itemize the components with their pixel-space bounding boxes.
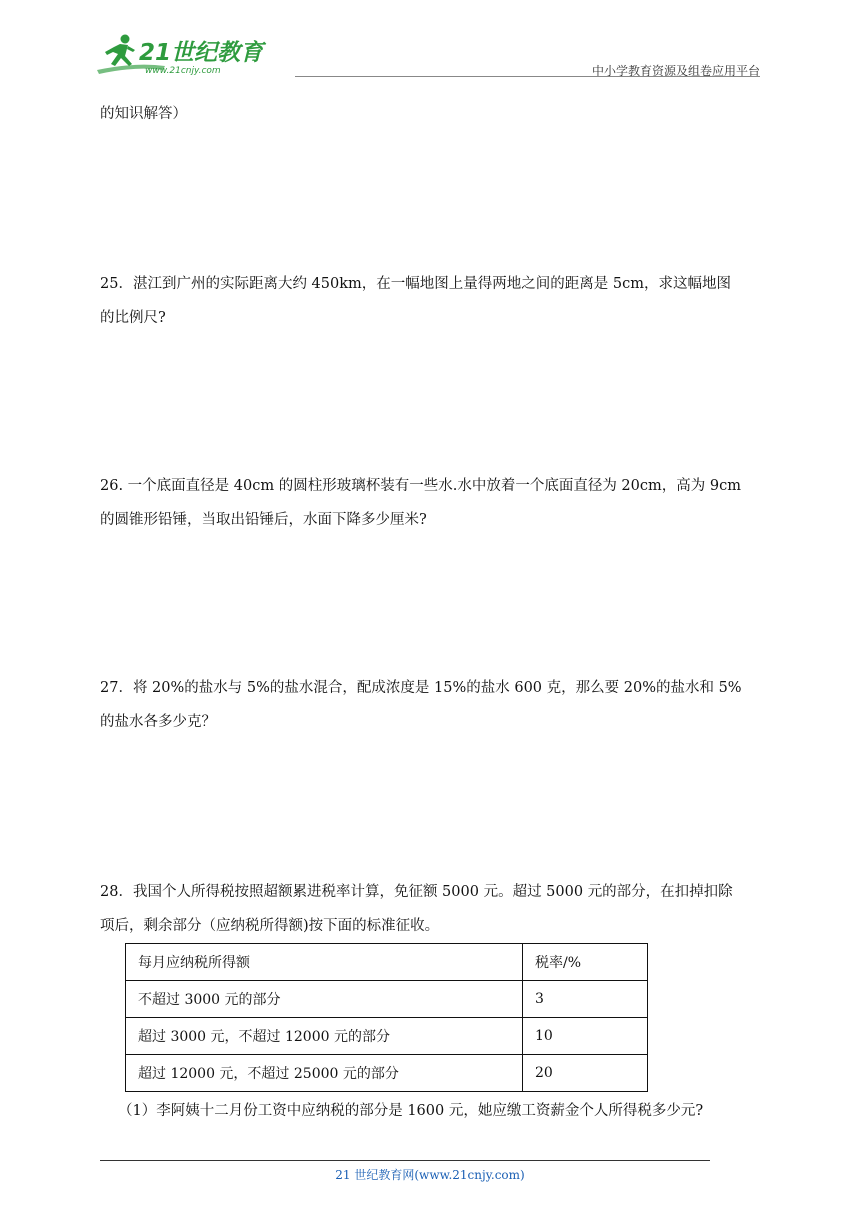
runner-icon [105, 35, 135, 67]
table-cell-bracket: 超过 3000 元，不超过 12000 元的部分 [126, 1018, 523, 1055]
table-cell-bracket: 超过 12000 元，不超过 25000 元的部分 [126, 1055, 523, 1092]
table-row [126, 1055, 648, 1092]
svg-text:www.21cnjy.com: www.21cnjy.com [145, 66, 221, 76]
table-cell-rate: 20 [523, 1055, 648, 1092]
question-25 [100, 267, 762, 335]
question-25-line1: 25．湛江到广州的实际距离大约 450km，在一幅地图上量得两地之间的距离是 5cm，求这幅地图 [100, 276, 731, 292]
page-header [95, 30, 760, 80]
question-25-line2: 的比例尺? [100, 310, 166, 326]
header-platform-text: 中小学教育资源及组卷应用平台 [591, 64, 760, 78]
tax-rate-table [125, 943, 648, 1092]
question-26 [100, 469, 762, 537]
table-cell-rate: 10 [523, 1018, 648, 1055]
table-cell-bracket: 不超过 3000 元的部分 [126, 981, 523, 1018]
table-cell-rate: 3 [523, 981, 648, 1018]
question-28 [100, 875, 762, 943]
21cnjy-logo [95, 30, 295, 78]
question-27 [100, 671, 762, 739]
question-27-line1: 27．将 20%的盐水与 5%的盐水混合，配成浓度是 15%的盐水 600 克，那么要 20%的盐水和 5% [100, 680, 742, 696]
table-row [126, 1018, 648, 1055]
question-28-sub1: （1）李阿姨十二月份工资中应纳税的部分是 1600 元，她应缴工资薪金个人所得税多少元? [118, 1103, 704, 1119]
footer-text[interactable]: 21 世纪教育网(www.21cnjy.com) [335, 1168, 525, 1182]
header-divider [295, 76, 760, 77]
question-27-line2: 的盐水各多少克？ [100, 714, 216, 730]
question-26-line1: 26. 一个底面直径是 40cm 的圆柱形玻璃杯装有一些水.水中放着一个底面直径为 20cm，高为 9cm [100, 478, 741, 494]
table-header-cell: 每月应纳税所得额 [126, 944, 523, 981]
table-header-row [126, 944, 648, 981]
question-28-line1: 28．我国个人所得税按照超额累进税率计算，免征额 5000 元。超过 5000 元的部分，在扣掉扣除 [100, 884, 733, 900]
question-28-line2: 项后，剩余部分（应纳税所得额)按下面的标准征收。 [100, 918, 440, 934]
table-row [126, 981, 648, 1018]
svg-text:21世纪教育: 21世纪教育 [139, 40, 264, 66]
footer-divider [100, 1160, 710, 1161]
continuation-text: 的知识解答） [100, 106, 187, 122]
question-26-line2: 的圆锥形铅锤，当取出铅锤后，水面下降多少厘米? [100, 512, 427, 528]
table-header-cell: 税率/% [523, 944, 648, 981]
